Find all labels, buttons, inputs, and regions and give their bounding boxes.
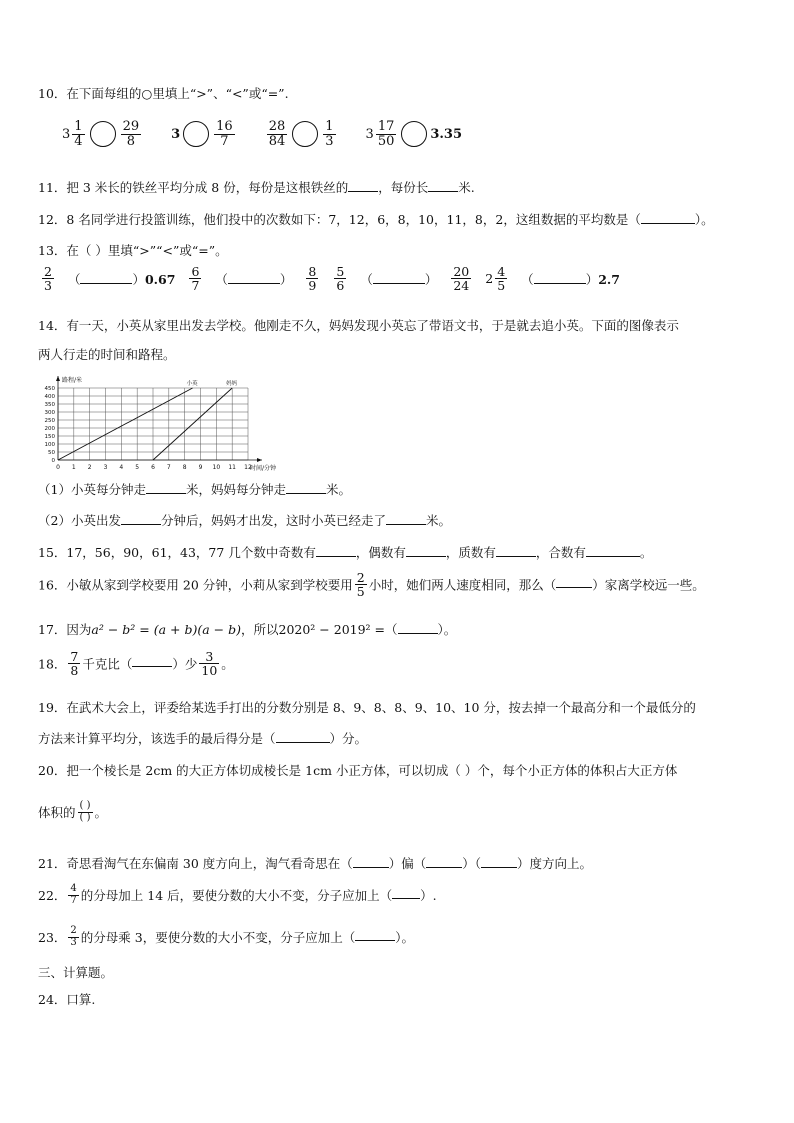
q18: 18． $\frac{7}{8}$ 千克比（ ）少 $\frac{3}{10}$ 。 (38, 649, 234, 679)
q10-text: 10．在下面每组的○里填上“>”、“<”或“=”. (38, 86, 289, 101)
q10-item-1 (62, 120, 143, 148)
series-label: 妈妈 (226, 381, 238, 387)
answer-blank[interactable] (556, 575, 592, 588)
q19-line2: 方法来计算平均分，该选手的最后得分是（ ）分。 (38, 731, 368, 746)
compare-circle[interactable] (401, 121, 427, 147)
answer-blank[interactable] (496, 544, 536, 557)
mixed-whole: 3 (365, 126, 374, 142)
q14-sub2: （2）小英出发 分钟后，妈妈才出发，这时小英已经走了 米。 (38, 513, 451, 528)
answer-blank[interactable] (534, 271, 586, 284)
formula: a² − b² = (a + b)(a − b) (91, 622, 241, 637)
answer-blank[interactable] (426, 855, 462, 868)
answer-blank[interactable] (386, 512, 426, 525)
fraction: $\frac{6}{7}$ (191, 264, 200, 294)
number: 3 (171, 126, 181, 142)
series-line (153, 388, 232, 460)
answer-blank[interactable] (276, 730, 330, 743)
x-tick-label: 6 (151, 464, 155, 471)
q14-line1: 14．有一天，小英从家里出发去学校。他刚走不久，妈妈发现小英忘了带语文书，于是就去追小英。下面的图像表示 (38, 318, 679, 333)
q13-items: $\frac{2}{3}$ （ ）0.67 $\frac{6}{7}$ （ ） $\frac{8}{9}$ $\frac{5}{6}$ （ ） $\frac{20}{24}$ 2 $\frac{4}{5}$ （ ）2.7 (44, 264, 620, 294)
fraction: $\frac{5}{6}$ (336, 264, 345, 294)
q24: 24．口算. (38, 992, 96, 1007)
x-tick-label: 1 (71, 464, 76, 471)
fraction: $\frac{1}{3}$ (325, 119, 334, 149)
q14-sub1: （1）小英每分钟走 米，妈妈每分钟走 米。 (38, 482, 351, 497)
fraction: $\frac{4}{5}$ (497, 264, 506, 294)
x-tick-label: 10 (212, 464, 221, 471)
mixed-whole: 3 (62, 126, 71, 142)
y-tick-label: 100 (44, 442, 55, 448)
fraction: $\frac{2}{3}$ (44, 264, 52, 294)
x-tick-label: 11 (228, 464, 236, 471)
fraction: $\frac{20}{24}$ (453, 264, 470, 294)
answer-blank[interactable] (316, 544, 356, 557)
q21: 21．奇思看淘气在东偏南 30 度方向上，淘气看奇思在（ ）偏（ ）（ ）度方向上。 (38, 856, 593, 871)
y-tick-label: 250 (44, 418, 55, 424)
q23: 23． $\frac{2}{3}$ 的分母乘 3，要使分数的大小不变，分子应加上（ ）。 (38, 925, 414, 948)
y-tick-label: 150 (44, 434, 55, 440)
fraction: $\frac{16}{7}$ (216, 119, 233, 149)
distance-time-chart (36, 366, 277, 474)
fraction: $\frac{29}{8}$ (122, 119, 140, 149)
answer-blank[interactable] (228, 271, 280, 284)
y-tick-label: 50 (48, 450, 55, 456)
q19-line1: 19．在武术大会上，评委给某选手打出的分数分别是 8、9、8、8、9、10、10 分，按去掉一个最高分和一个最低分的 (38, 700, 696, 715)
answer-blank[interactable] (286, 481, 326, 494)
compare-circle[interactable] (183, 121, 209, 147)
fraction: $\frac{( )}{( )}$ (79, 800, 91, 823)
x-tick-label: 3 (103, 464, 108, 471)
fraction: $\frac{8}{9}$ (308, 264, 317, 294)
y-tick-label: 0 (51, 458, 55, 464)
x-axis-label: 时间/分钟 (250, 465, 277, 472)
answer-blank[interactable] (80, 271, 132, 284)
answer-blank[interactable] (121, 512, 161, 525)
q20-line1: 20．把一个棱长是 2cm 的大正方体切成棱长是 1cm 小正方体，可以切成（ ）个，每个小正方体的体积占大正方体 (38, 763, 678, 778)
q20-line2: 体积的 $\frac{( )}{( )}$ 。 (38, 800, 108, 823)
answer-blank[interactable] (355, 928, 395, 941)
y-tick-label: 350 (44, 402, 55, 408)
answer-blank[interactable] (428, 179, 458, 192)
q10-items (62, 120, 462, 148)
q10-item-3 (265, 120, 338, 148)
y-axis-label: 路程/米 (62, 377, 83, 384)
answer-blank[interactable] (373, 271, 425, 284)
x-tick-label: 0 (56, 464, 60, 471)
answer-blank[interactable] (348, 179, 378, 192)
y-tick-label: 450 (44, 386, 55, 392)
number: 3.35 (430, 126, 463, 142)
q17: 17．因为a² − b² = (a + b)(a − b)，所以2020² − 2019² =（ ）。 (38, 622, 457, 637)
section-title: 三、计算题。 (38, 965, 114, 980)
q10-item-4 (366, 120, 463, 148)
answer-blank[interactable] (406, 544, 446, 557)
fraction: $\frac{4}{7}$ (70, 883, 77, 906)
y-tick-label: 300 (44, 410, 55, 416)
x-tick-label: 4 (119, 464, 124, 471)
y-tick-label: 200 (44, 426, 55, 432)
y-axis-arrow (56, 376, 60, 381)
answer-blank[interactable] (392, 886, 420, 899)
q15: 15．17，56，90，61，43，77 几个数中奇数有 ，偶数有 ，质数有 ，合数有 。 (38, 545, 653, 560)
fraction: $\frac{17}{50}$ (377, 119, 395, 149)
x-tick-label: 9 (198, 464, 203, 471)
x-tick-label: 2 (87, 464, 92, 471)
fraction: $\frac{2}{3}$ (70, 925, 77, 948)
q16: 16．小敏从家到学校要用 20 分钟，小莉从家到学校要用 $\frac{2}{5}$ 小时，她们两人速度相同，那么（ ）家离学校远一些。 (38, 570, 705, 600)
compare-circle[interactable] (292, 121, 318, 147)
fraction: $\frac{3}{10}$ (201, 649, 218, 679)
fraction: $\frac{2}{5}$ (356, 570, 365, 600)
q13-text: 13．在（ ）里填“>”“<”或“=”。 (38, 243, 228, 258)
q11: 11．把 3 米长的铁丝平均分成 8 份，每份是这根铁丝的 ，每份长 米. (38, 180, 475, 195)
x-tick-label: 5 (135, 464, 140, 471)
answer-blank[interactable] (641, 211, 695, 224)
compare-circle[interactable] (90, 121, 116, 147)
answer-blank[interactable] (353, 855, 389, 868)
series-line (58, 388, 193, 460)
answer-blank[interactable] (398, 621, 438, 634)
q10-item-2 (171, 120, 237, 148)
formula: 2020² − 2019² =（ (278, 622, 398, 637)
answer-blank[interactable] (146, 481, 186, 494)
x-tick-label: 8 (182, 464, 187, 471)
x-axis-arrow (257, 458, 262, 462)
x-tick-label: 7 (166, 464, 171, 471)
fraction: $\frac{1}{4}$ (74, 119, 83, 149)
fraction: $\frac{7}{8}$ (70, 649, 79, 679)
answer-blank[interactable] (586, 544, 640, 557)
fraction: $\frac{28}{84}$ (268, 119, 286, 149)
answer-blank[interactable] (132, 654, 172, 667)
series-label: 小英 (186, 381, 198, 387)
q14-line2: 两人行走的时间和路程。 (38, 347, 176, 362)
y-tick-label: 400 (44, 394, 55, 400)
q22: 22． $\frac{4}{7}$ 的分母加上 14 后，要使分数的大小不变，分子应加上（ ）. (38, 883, 437, 906)
x-tick-label: 12 (244, 464, 252, 471)
q12: 12．8 名同学进行投篮训练，他们投中的次数如下：7，12，6，8，10，11，8，2，这组数据的平均数是（ ）。 (38, 212, 714, 227)
answer-blank[interactable] (481, 855, 517, 868)
